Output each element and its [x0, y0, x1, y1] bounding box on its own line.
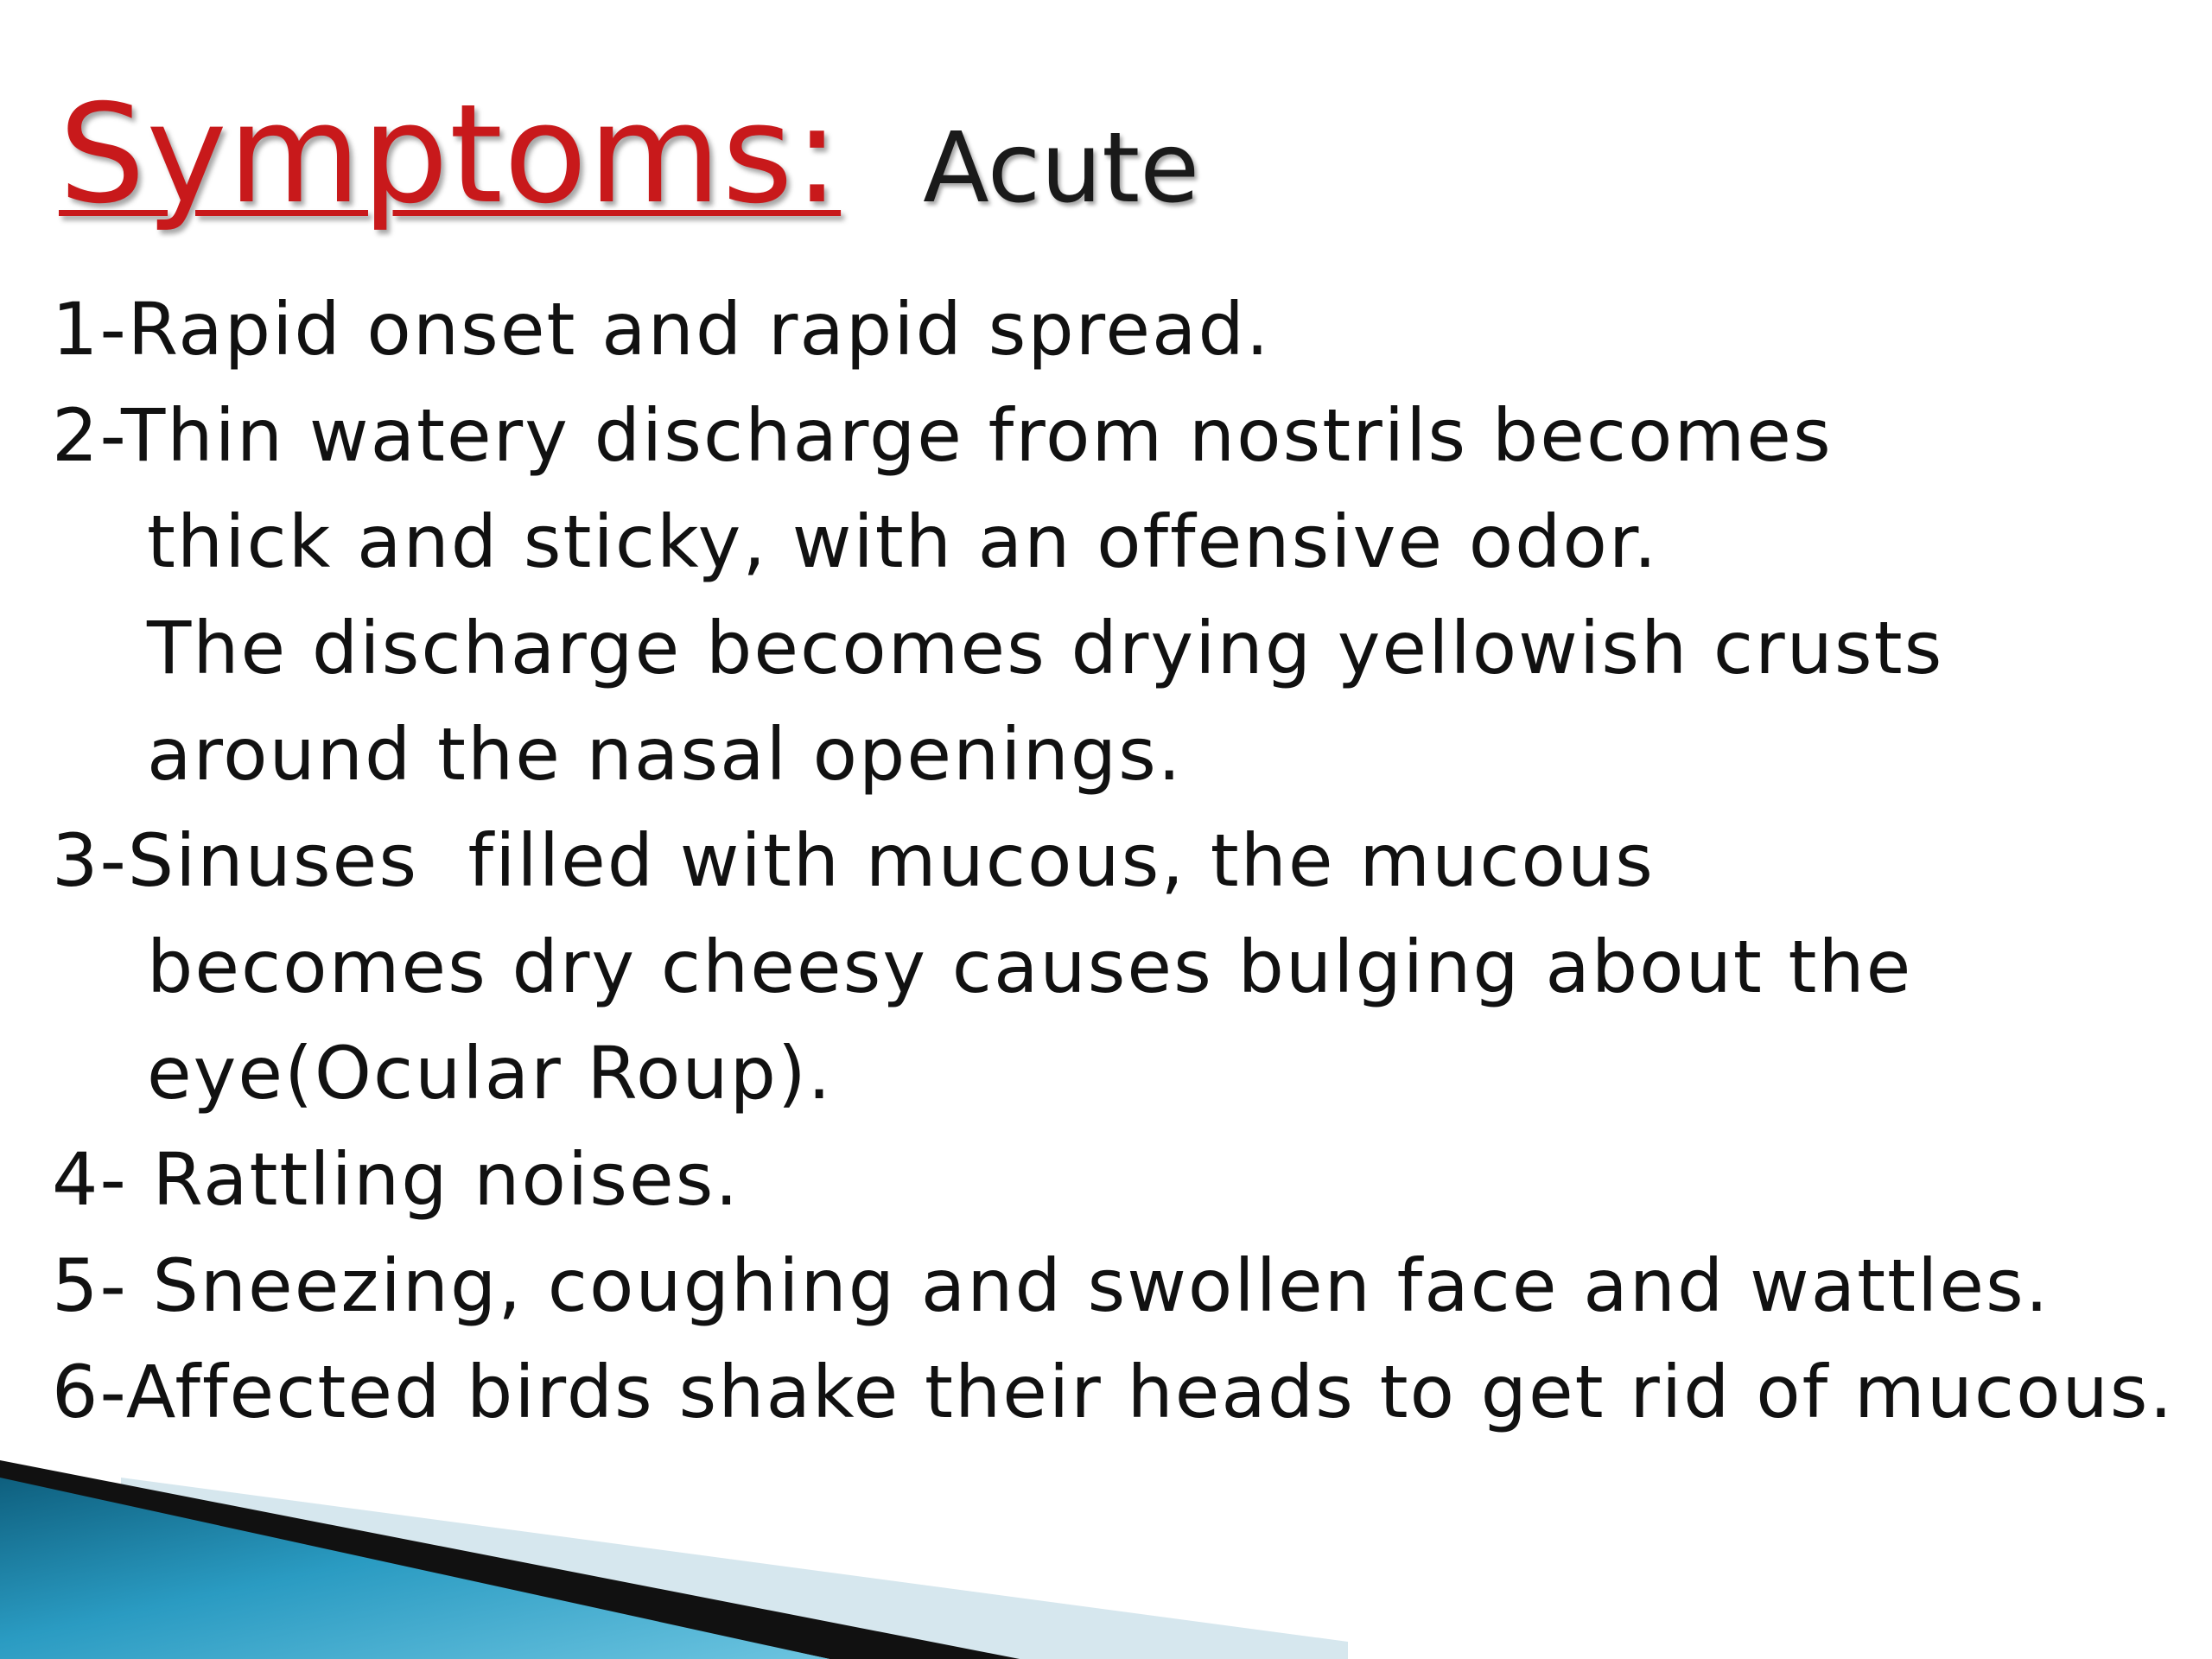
- symptom-list: [52, 276, 2186, 1446]
- symptom-line-2-cont-a: thick and sticky, with an offensive odor.: [147, 499, 1659, 584]
- slide-title: Symptoms:: [59, 75, 842, 234]
- symptom-line-4: 4- Rattling noises.: [52, 1137, 741, 1222]
- symptom-line-2-cont-b: The discharge becomes drying yellowish crusts: [147, 606, 1944, 690]
- symptom-line-2-cont-c: around the nasal openings.: [147, 712, 1183, 797]
- symptom-line-3-cont-b: eye(Ocular Roup).: [147, 1031, 833, 1116]
- symptom-line-6: 6-Affected birds shake their heads to get rid of mucous.: [52, 1350, 2175, 1434]
- symptom-line-3: 3-Sinuses filled with mucous, the mucous: [52, 818, 1655, 903]
- symptom-line-1: 1-Rapid onset and rapid spread.: [52, 287, 1271, 372]
- symptom-line-3-cont-a: becomes dry cheesy causes bulging about the: [147, 925, 1913, 1009]
- symptom-line-5: 5- Sneezing, coughing and swollen face and wattles.: [52, 1243, 2050, 1328]
- title-row: [59, 75, 1200, 234]
- slide-subtitle: Acute: [923, 112, 1200, 225]
- corner-decoration: [0, 1382, 2212, 1659]
- symptom-line-2: 2-Thin watery discharge from nostrils becomes: [52, 393, 1833, 478]
